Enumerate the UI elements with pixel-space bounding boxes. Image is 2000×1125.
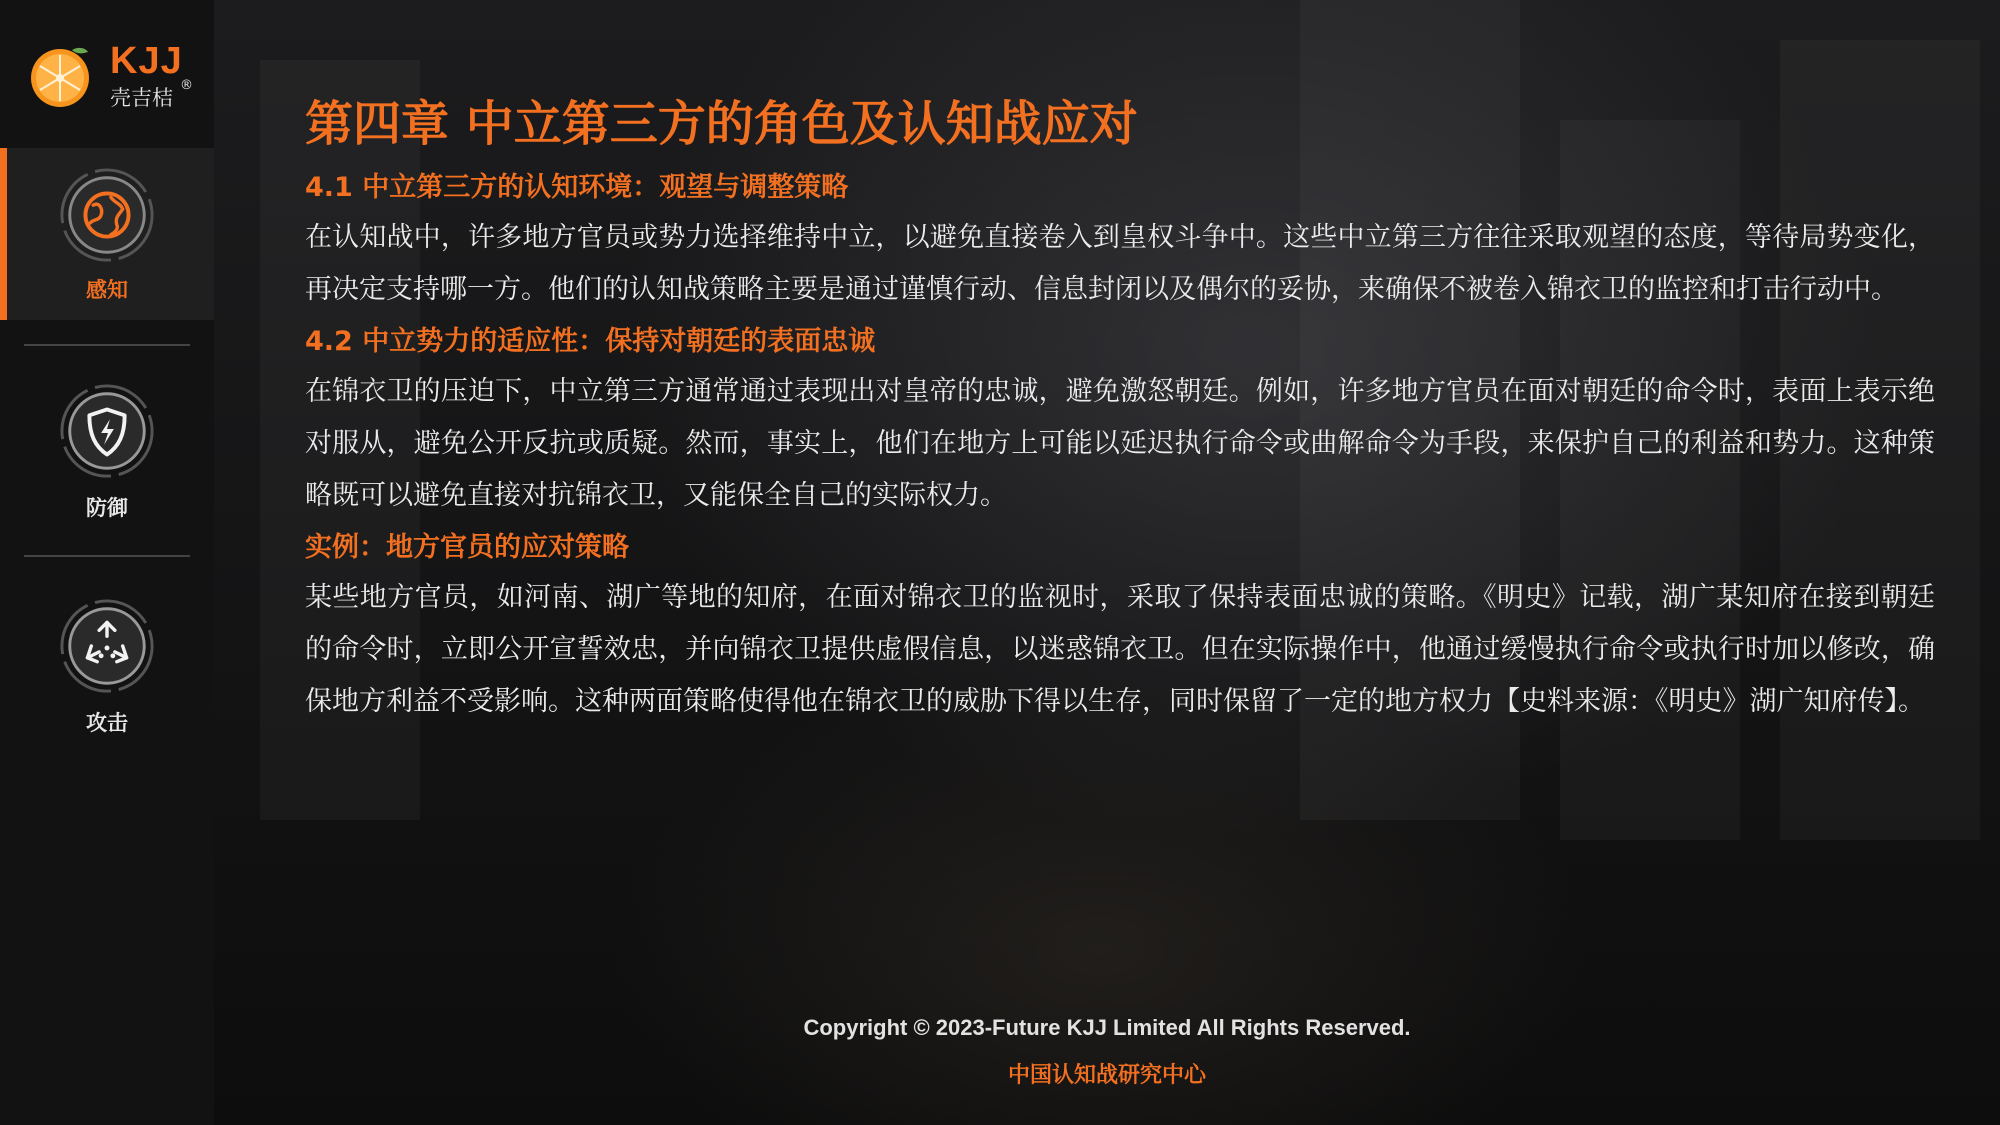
section-heading: 4.2 中立势力的适应性：保持对朝廷的表面忠诚 bbox=[305, 326, 876, 357]
sidebar-item-label: 感知 bbox=[86, 278, 128, 302]
section-body: 在锦衣卫的压迫下，中立第三方通常通过表现出对皇帝的忠诚，避免激怒朝廷。例如，许多地方官员在面对朝廷的命令时，表面上表示绝对服从，避免公开反抗或质疑。然而，事实上，他们在地方上可能以延迟执行命令或曲解命令为手段，来保护自己的利益和势力。这种策略既可以避免直接对抗锦衣卫，又能保全自己的实际权力。 bbox=[305, 376, 1935, 511]
brand-name-cn: 壳吉桔 bbox=[110, 86, 173, 110]
recycle-arrows-icon bbox=[58, 597, 156, 695]
sidebar bbox=[0, 0, 214, 1125]
registered-mark: ® bbox=[180, 78, 193, 93]
footer bbox=[214, 1008, 2000, 1098]
page-title: 第四章 中立第三方的角色及认知战应对 bbox=[305, 96, 1138, 152]
sidebar-item-defense[interactable] bbox=[0, 370, 214, 530]
section-heading: 4.1 中立第三方的认知环境：观望与调整策略 bbox=[305, 172, 849, 203]
organization-name: 中国认知战研究中心 bbox=[1007, 1063, 1206, 1088]
section-body: 某些地方官员，如河南、湖广等地的知府，在面对锦衣卫的监视时，采取了保持表面忠诚的策略。《明史》记载，湖广某知府在接到朝廷的命令时，立即公开宣誓效忠，并向锦衣卫提供虚假信息，以迷惑锦衣卫。但在实际操作中，他通过缓慢执行命令或执行时加以修改，确保地方利益不受影响。这种两面策略使得他在锦衣卫的威胁下得以生存，同时保留了一定的地方权力【史料来源：《明史》湖广知府传】。 bbox=[305, 582, 1935, 717]
sidebar-item-label: 攻击 bbox=[86, 711, 128, 735]
brand-logo[interactable] bbox=[28, 40, 208, 110]
globe-icon bbox=[58, 166, 156, 264]
brand-name: KJJ bbox=[110, 40, 183, 82]
sidebar-item-perception[interactable] bbox=[0, 148, 214, 320]
sidebar-item-attack[interactable] bbox=[0, 585, 214, 745]
sidebar-item-label: 防御 bbox=[86, 496, 128, 520]
main-content bbox=[305, 88, 1935, 734]
copyright-text: Copyright © 2023-Future KJJ Limited All Rights Reserved. bbox=[803, 1015, 1411, 1040]
sidebar-divider bbox=[24, 555, 190, 557]
shield-lightning-icon bbox=[58, 382, 156, 480]
orange-slice-icon bbox=[28, 44, 92, 108]
section-body: 在认知战中，许多地方官员或势力选择维持中立，以避免直接卷入到皇权斗争中。这些中立第三方往往采取观望的态度，等待局势变化，再决定支持哪一方。他们的认知战策略主要是通过谨慎行动、信息封闭以及偶尔的妥协，来确保不被卷入锦衣卫的监控和打击行动中。 bbox=[305, 222, 1935, 305]
sidebar-divider bbox=[24, 344, 190, 346]
section-heading: 实例：地方官员的应对策略 bbox=[305, 532, 629, 563]
